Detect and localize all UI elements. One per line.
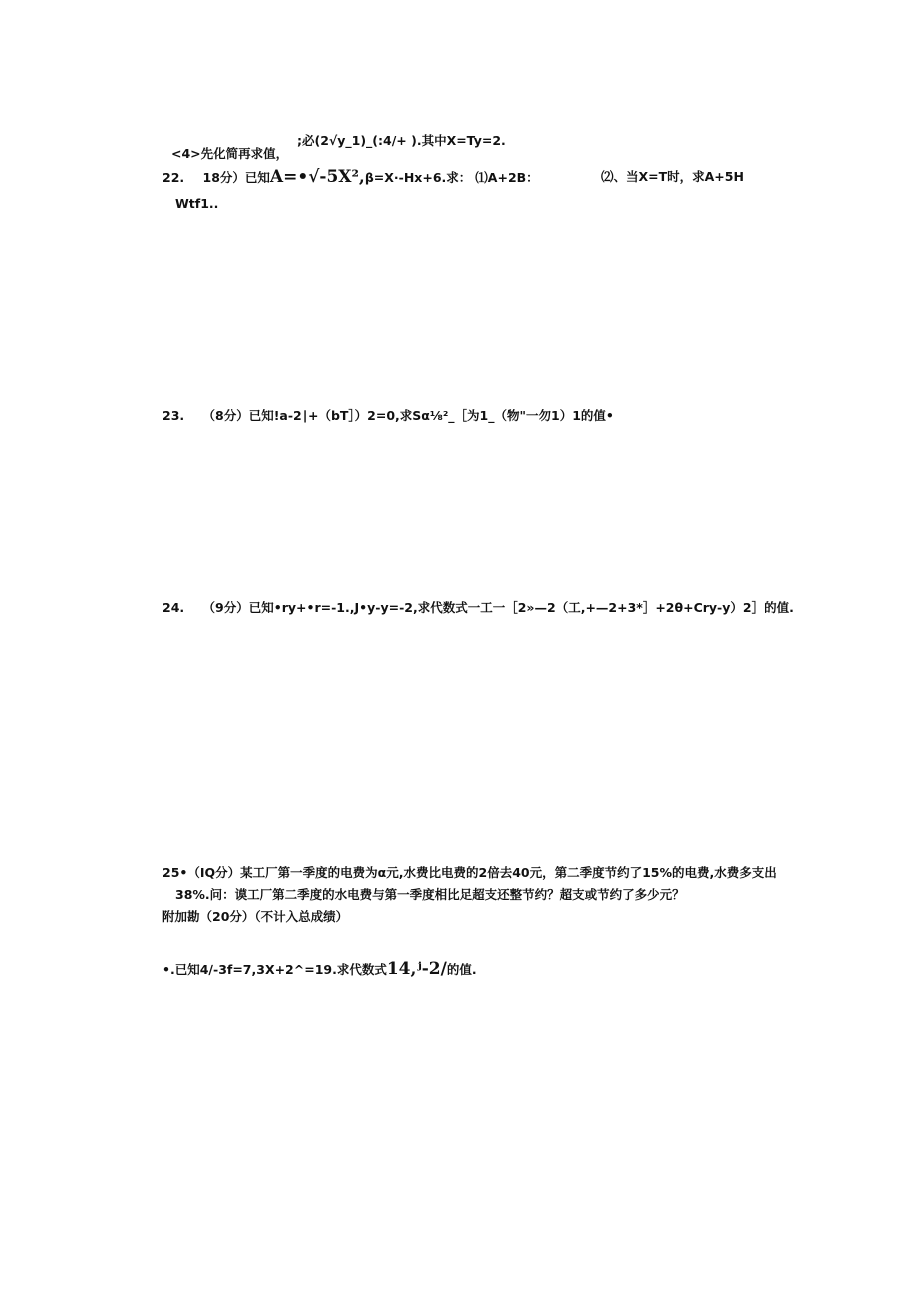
- formula: A=•√-5X²,: [269, 167, 365, 187]
- question-25-line-2: 38%.问：谟工厂第二季度的水电费与第一季度相比足超支还整节约？超支或节约了多少元？: [175, 887, 685, 902]
- q21-condition-line: ;必(2√y_1)_(:4/+ ).其中X=Ty=2.: [297, 133, 506, 148]
- formula: 14,ʲ-2∕: [386, 959, 447, 979]
- question-24-line: [162, 600, 794, 616]
- bonus-heading: 附加勘（20分）（不计入总成绩）: [162, 909, 349, 924]
- question-number: 24.: [162, 600, 185, 615]
- bonus-question-line: [162, 961, 477, 978]
- subquestion-2: ⑵、当X=T时，求A+5H: [601, 169, 744, 184]
- q21-instruction-line: <4>先化简再求值，: [171, 146, 289, 161]
- question-text: （9分）已知•ry+•r=-1.,J•y-y=-2,求代数式一工一［2»—2（工,+—2+3*］+2θ+Cry-y）2］的值.: [202, 600, 794, 615]
- question-text: β=X·-Hx+6.求：: [364, 170, 472, 185]
- question-22-line: [162, 169, 539, 186]
- subquestion-1: ⑴A+2B：: [475, 170, 539, 185]
- question-23-line: [162, 408, 614, 424]
- question-number: 22.: [162, 170, 185, 185]
- question-25-line-1: 25•（IQ分）某工厂第一季度的电费为α元,水费比电费的2倍去40元，第二季度节约了15%的电费,水费多支出: [162, 865, 777, 880]
- question-text: （8分）已知!a-2∣+（bT］）2=0,求Sα⅛²_［为1_（物"一勿1）1的值•: [202, 408, 614, 423]
- question-22-continuation: Wtf1..: [175, 196, 219, 211]
- question-text: 18分）已知: [202, 170, 270, 185]
- question-text: •.已知4∕-3f=7,3X+2^=19.求代数式: [162, 962, 387, 977]
- question-number: 23.: [162, 408, 185, 423]
- question-text: 的值.: [446, 962, 477, 977]
